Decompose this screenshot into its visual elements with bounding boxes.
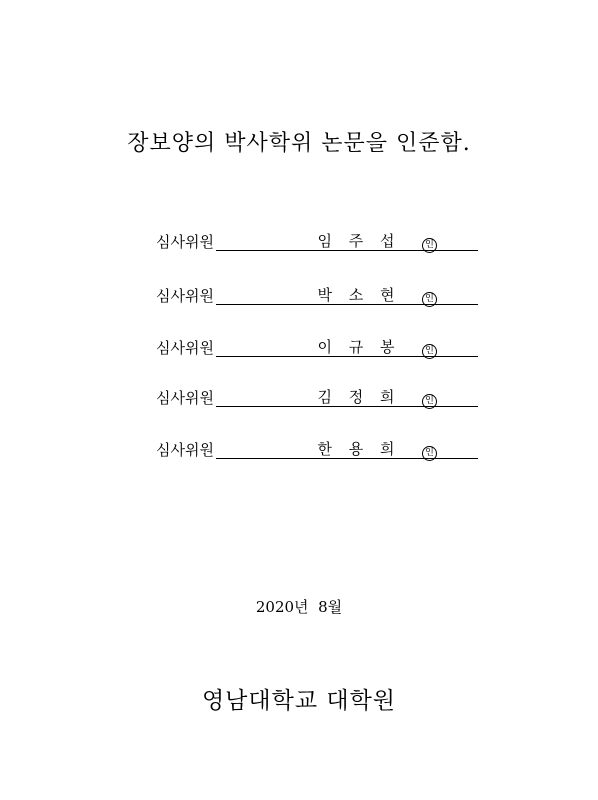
member-role: 심사위원 xyxy=(156,339,214,357)
signature-line xyxy=(216,387,478,407)
member-name: 김 정 희 xyxy=(317,388,401,406)
seal-mark: 인 xyxy=(422,394,437,409)
committee-member-row xyxy=(156,438,446,462)
seal-mark: 인 xyxy=(422,292,437,307)
seal-mark: 인 xyxy=(422,238,437,253)
signature-line xyxy=(216,337,478,357)
signature-line xyxy=(216,285,478,305)
committee-member-row xyxy=(156,336,446,360)
member-name: 한 용 희 xyxy=(317,440,401,458)
seal-mark: 인 xyxy=(422,344,437,359)
member-role: 심사위원 xyxy=(156,441,214,459)
signature-line xyxy=(216,439,478,459)
seal-mark: 인 xyxy=(422,446,437,461)
signature-line xyxy=(216,231,478,251)
member-role: 심사위원 xyxy=(156,389,214,407)
member-role: 심사위원 xyxy=(156,233,214,251)
member-name: 임 주 섭 xyxy=(317,232,401,250)
document-title: 장보양의 박사학위 논문을 인준함. xyxy=(127,131,471,156)
university-name: 영남대학교 대학원 xyxy=(201,688,397,714)
approval-date: 2020년 8월 xyxy=(255,598,343,616)
committee-member-row xyxy=(156,284,446,308)
member-name: 이 규 봉 xyxy=(317,338,401,356)
member-name: 박 소 현 xyxy=(317,286,401,304)
committee-member-row xyxy=(156,386,446,410)
committee-member-row xyxy=(156,230,446,254)
member-role: 심사위원 xyxy=(156,287,214,305)
